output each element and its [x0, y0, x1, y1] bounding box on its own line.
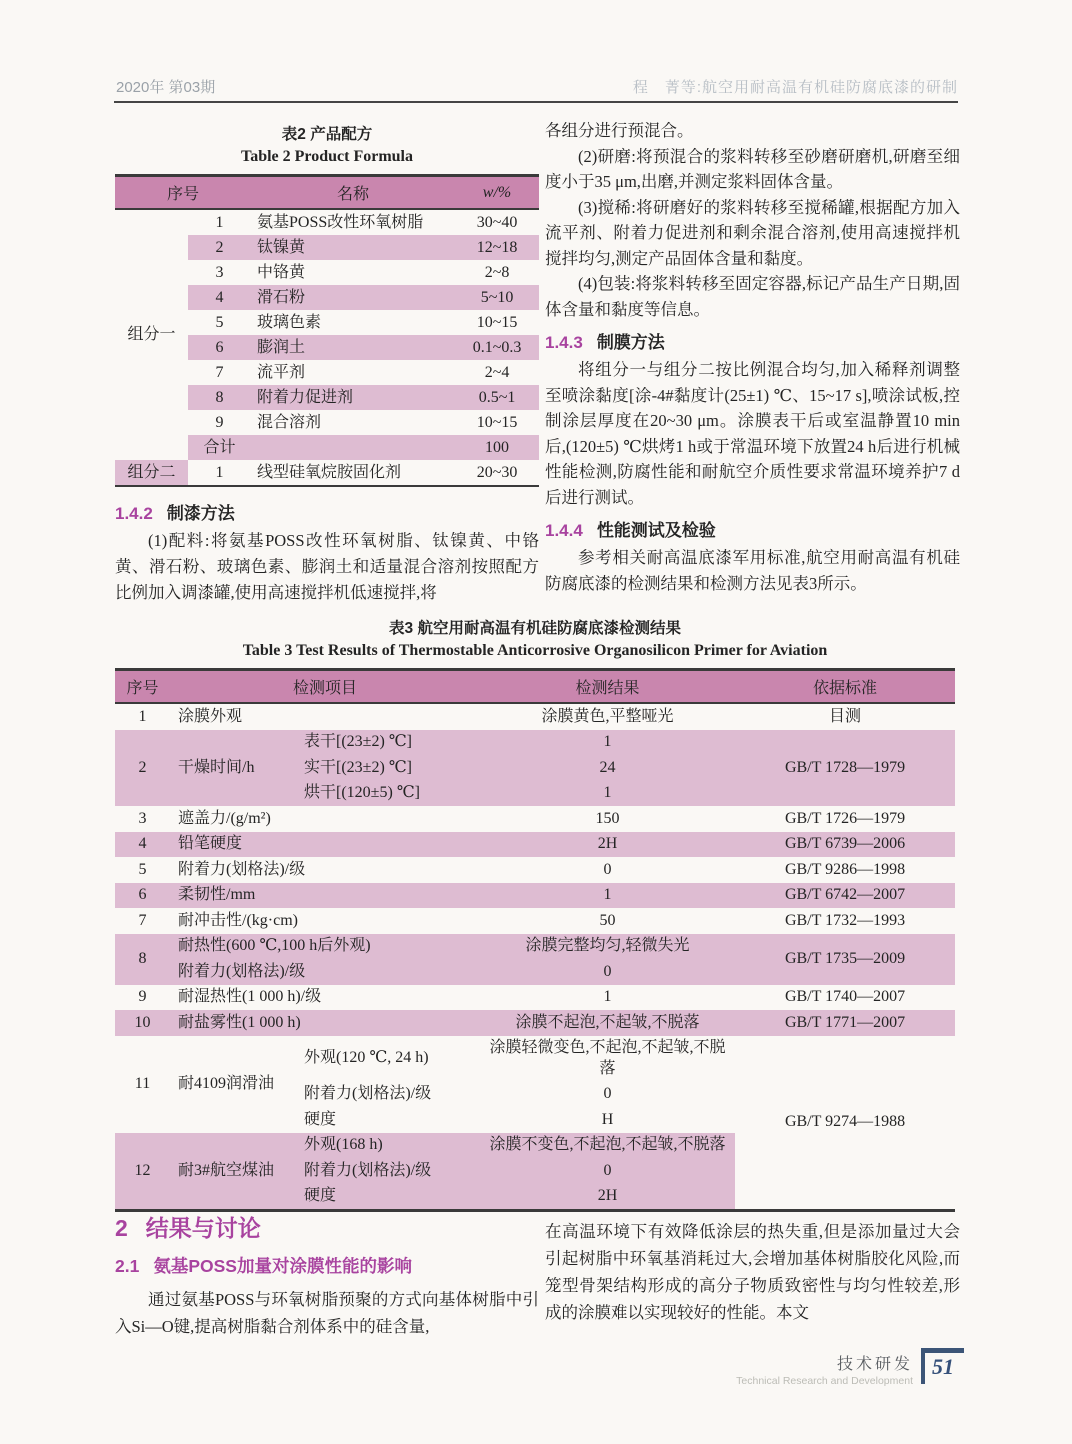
cell-pct: 2~4 [484, 363, 510, 381]
table3-header-result: 检测结果 [480, 670, 735, 704]
cell-no: 5 [138, 860, 147, 878]
cell-no: 3 [215, 263, 224, 281]
cell-standard: 目测 [829, 707, 862, 725]
section-143-heading [545, 328, 960, 353]
cell-item: 附着力(划格法)/级 [178, 860, 306, 878]
footer-section-en: Technical Research and Development [736, 1375, 913, 1387]
table2-header-row [115, 176, 539, 210]
cell-pct: 10~15 [476, 313, 518, 331]
cell-name: 钛镍黄 [251, 235, 455, 260]
table3-header-standard: 依据标准 [735, 670, 955, 704]
cell-result: 2H [480, 832, 735, 858]
table2-caption-cn: 表2 产品配方 [281, 126, 373, 143]
cell-result: 50 [599, 911, 616, 929]
cell-pct: 12~18 [455, 235, 539, 260]
cell-no: 8 [115, 934, 170, 985]
section-number: 1.4.3 [545, 333, 583, 352]
cell-no: 1 [215, 463, 224, 481]
table2-caption-en: Table 2 Product Formula [240, 148, 413, 165]
section-number: 1.4.2 [115, 504, 153, 523]
empty-cell [251, 435, 455, 460]
cell-no: 7 [215, 363, 224, 381]
cell-no: 12 [115, 1133, 170, 1211]
cell-item: 铅笔硬度 [170, 832, 480, 858]
cell-item: 耐4109润滑油 [178, 1074, 275, 1092]
table-row [115, 209, 539, 235]
cell-pct: 5~10 [455, 285, 539, 310]
cell-standard: GB/T 1728—1979 [735, 730, 955, 807]
table-row [115, 703, 955, 730]
cell-no: 4 [188, 285, 251, 310]
table-row [115, 1010, 955, 1036]
section-2-heading [115, 1210, 539, 1243]
cell-item: 耐热性(600 ℃,100 h后外观) [170, 934, 480, 960]
table3-section [115, 612, 955, 1212]
page-footer [736, 1348, 964, 1387]
cell-no: 2 [188, 235, 251, 260]
section-title: 性能测试及检验 [596, 521, 716, 540]
running-head-title: 程 菁等:航空用耐高温有机硅防腐底漆的研制 [632, 79, 958, 96]
total-pct: 100 [455, 435, 539, 460]
paragraph: 通过氨基POSS与环氧树脂预聚的方式向基体树脂中引入Si—O键,提高树脂黏合剂体系中的硅含量, [115, 1290, 539, 1336]
table-row [115, 883, 955, 909]
cell-result: 0 [603, 860, 612, 878]
cell-result: H [601, 1110, 614, 1128]
paragraph: (2)研磨:将预混合的浆料转移至砂磨研磨机,研磨至细度小于35 μm,出磨,并测定浆料固体含量。 [545, 146, 960, 191]
cell-item: 附着力(划格法)/级 [170, 959, 480, 985]
cell-no: 7 [138, 911, 147, 929]
table-row [115, 806, 955, 832]
cell-name: 附着力促进剂 [251, 385, 455, 410]
cell-result: 24 [480, 755, 735, 781]
cell-subitem: 硬度 [300, 1184, 480, 1211]
table2-header-name: 名称 [251, 176, 455, 210]
cell-pct: 20~30 [476, 463, 518, 481]
section-144-heading [545, 516, 960, 541]
cell-no: 6 [188, 335, 251, 360]
paragraph: 各组分进行预混合。 [545, 121, 694, 140]
cell-name: 氨基POSS改性环氧树脂 [257, 213, 424, 231]
footer-section-cn: 技术研发 [836, 1356, 913, 1373]
cell-result: 1 [480, 730, 735, 756]
cell-result: 涂膜不起泡,不起皱,不脱落 [480, 1010, 735, 1036]
cell-result: 150 [595, 809, 620, 827]
table3-header-no: 序号 [115, 670, 170, 704]
paragraph: 在高温环境下有效降低涂层的热失重,但是添加量过大会引起树脂中环氧基消耗过大,会增加基体树脂胶化风险,而笼型骨架结构形成的高分子物质致密性与均匀性较差,形成的涂膜难以实现较好的性能。本文 [545, 1222, 960, 1322]
cell-pct: 2~8 [484, 263, 510, 281]
section-number: 1.4.4 [545, 521, 583, 540]
cell-name: 滑石粉 [251, 285, 455, 310]
cell-item: 耐盐雾性(1 000 h) [170, 1010, 480, 1036]
cell-no: 9 [215, 413, 224, 431]
right-column [545, 118, 960, 596]
section-142-heading [115, 499, 539, 524]
cell-standard: GB/T 1771—2007 [735, 1010, 955, 1036]
cell-pct: 0.1~0.3 [455, 335, 539, 360]
cell-result: 1 [480, 781, 735, 807]
cell-subitem: 硬度 [304, 1110, 337, 1128]
cell-item: 遮盖力/(g/m²) [178, 809, 271, 827]
cell-no: 9 [138, 988, 147, 1005]
table3-header-item: 检测项目 [170, 670, 480, 704]
paragraph: (4)包装:将浆料转移至固定容器,标记产品生产日期,固体含量和黏度等信息。 [545, 274, 960, 319]
cell-no: 6 [115, 883, 170, 909]
paragraph: 参考相关耐高温底漆军用标准,航空用耐高温有机硅防腐底漆的检测结果和检测方法见表3所示。 [545, 548, 960, 593]
table-row [115, 934, 955, 960]
left-column [115, 118, 539, 606]
cell-result: 1 [480, 883, 735, 909]
page-number-box [921, 1348, 964, 1384]
table-row [115, 1036, 955, 1082]
table3-header-row [115, 670, 955, 704]
cell-result: 涂膜黄色,平整哑光 [541, 707, 674, 725]
cell-standard: GB/T 6742—2007 [735, 883, 955, 909]
table2-product-formula [115, 174, 539, 487]
cell-item: 耐湿热性(1 000 h)/级 [178, 988, 322, 1005]
cell-standard: GB/T 9286—1998 [784, 860, 906, 878]
cell-name: 流平剂 [257, 363, 306, 381]
cell-result: 2H [480, 1184, 735, 1211]
cell-subitem: 附着力(划格法)/级 [304, 1085, 432, 1102]
table-row [115, 985, 955, 1011]
cell-standard: GB/T 1740—2007 [784, 988, 906, 1005]
table-row [115, 730, 955, 756]
table3-test-results [115, 668, 955, 1212]
cell-item: 涂膜外观 [178, 707, 243, 725]
cell-subitem: 烘干[(120±5) ℃] [300, 781, 480, 807]
cell-no: 1 [138, 707, 147, 725]
page-number: 51 [932, 1354, 954, 1379]
cell-result: 1 [603, 988, 612, 1005]
cell-name: 中铬黄 [257, 263, 306, 281]
cell-standard: GB/T 1726—1979 [784, 809, 906, 827]
running-head-rule [114, 101, 958, 103]
table-row [115, 857, 955, 883]
cell-result: 涂膜完整均匀,轻微失光 [480, 934, 735, 960]
total-label: 合计 [188, 435, 251, 460]
cell-result: 涂膜不变色,不起泡,不起皱,不脱落 [480, 1133, 735, 1159]
cell-no: 2 [115, 730, 170, 807]
section-title: 制膜方法 [596, 333, 665, 352]
cell-pct: 30~40 [476, 213, 518, 231]
section-title: 氨基POSS加量对涂膜性能的影响 [153, 1256, 412, 1276]
section-number: 2 [115, 1215, 128, 1241]
bottom-left-column [115, 1210, 539, 1340]
cell-subitem: 外观(120 ℃, 24 h) [304, 1049, 429, 1067]
cell-name: 膨润土 [251, 335, 455, 360]
section-number: 2.1 [115, 1256, 140, 1276]
cell-item: 干燥时间/h [170, 730, 300, 807]
paragraph: 将组分一与组分二按比例混合均匀,加入稀释剂调整至喷涂黏度[涂-4#黏度计(25±1) ℃、15~17 s],喷涂试板,控制涂层厚度在20~30 μm。涂膜表干后或室温静置10 min后,(120±5) ℃烘烤1 h或于常温环境下放置24 h后进行机械性能检测,防腐性能和耐航空介质性要求常温环境养护7 d后进行测试。 [545, 360, 960, 507]
cell-subitem: 表干[(23±2) ℃] [300, 730, 480, 756]
table2-header-pct: w/% [455, 176, 539, 210]
cell-pct: 0.5~1 [455, 385, 539, 410]
table-row [115, 908, 955, 934]
cell-name: 线型硅氧烷胺固化剂 [257, 463, 402, 481]
cell-standard: GB/T 1732—1993 [784, 911, 906, 929]
cell-no: 4 [115, 832, 170, 858]
cell-subitem: 附着力(划格法)/级 [300, 1158, 480, 1184]
cell-result: 0 [480, 959, 735, 985]
running-head-issue: 2020年 第03期 [116, 79, 216, 96]
cell-result: 0 [480, 1158, 735, 1184]
section-title: 结果与讨论 [145, 1215, 261, 1241]
cell-standard: GB/T 1735—2009 [735, 934, 955, 985]
cell-no: 5 [215, 313, 224, 331]
table2-group2-label: 组分二 [115, 460, 188, 486]
cell-item: 柔韧性/mm [170, 883, 480, 909]
cell-subitem: 实干[(23±2) ℃] [300, 755, 480, 781]
section-title: 制漆方法 [166, 504, 235, 523]
cell-name: 玻璃色素 [257, 313, 322, 331]
paragraph: (1)配料:将氨基POSS改性环氧树脂、钛镍黄、中铬黄、滑石粉、玻璃色素、膨润土和适量混合溶剂按照配方比例加入调漆罐,使用高速搅拌机低速搅拌,将 [115, 531, 539, 602]
cell-standard: GB/T 9274—1988 [735, 1036, 955, 1211]
cell-subitem: 外观(168 h) [300, 1133, 480, 1159]
table3-caption-en: Table 3 Test Results of Thermostable Anticorrosive Organosilicon Primer for Aviation [242, 642, 828, 659]
cell-result: 0 [603, 1085, 612, 1102]
paragraph: (3)搅稀:将研磨好的浆料转移至搅稀罐,根据配方加入流平剂、附着力促进剂和剩余混合溶剂,使用高速搅拌机搅拌均匀,测定产品固体含量和黏度。 [545, 197, 960, 268]
footer-section-labels [736, 1348, 913, 1387]
table2-header-no: 序号 [115, 176, 251, 210]
cell-item: 耐冲击性/(kg·cm) [178, 911, 298, 929]
cell-no: 3 [138, 809, 147, 827]
cell-no: 10 [115, 1010, 170, 1036]
table-row [115, 832, 955, 858]
cell-no: 11 [134, 1074, 151, 1092]
table3-caption-cn: 表3 航空用耐高温有机硅防腐底漆检测结果 [389, 620, 681, 637]
cell-no: 1 [215, 213, 224, 231]
table2-group1-label: 组分一 [115, 209, 188, 460]
cell-standard: GB/T 6739—2006 [735, 832, 955, 858]
cell-pct: 10~15 [476, 413, 518, 431]
cell-result: 涂膜轻微变色,不起泡,不起皱,不脱落 [489, 1039, 726, 1077]
bottom-right-column [545, 1218, 960, 1326]
table2-group2-row [115, 460, 539, 486]
section-21-heading [115, 1253, 539, 1278]
cell-no: 8 [188, 385, 251, 410]
cell-name: 混合溶剂 [257, 413, 322, 431]
cell-item: 耐3#航空煤油 [170, 1133, 300, 1211]
